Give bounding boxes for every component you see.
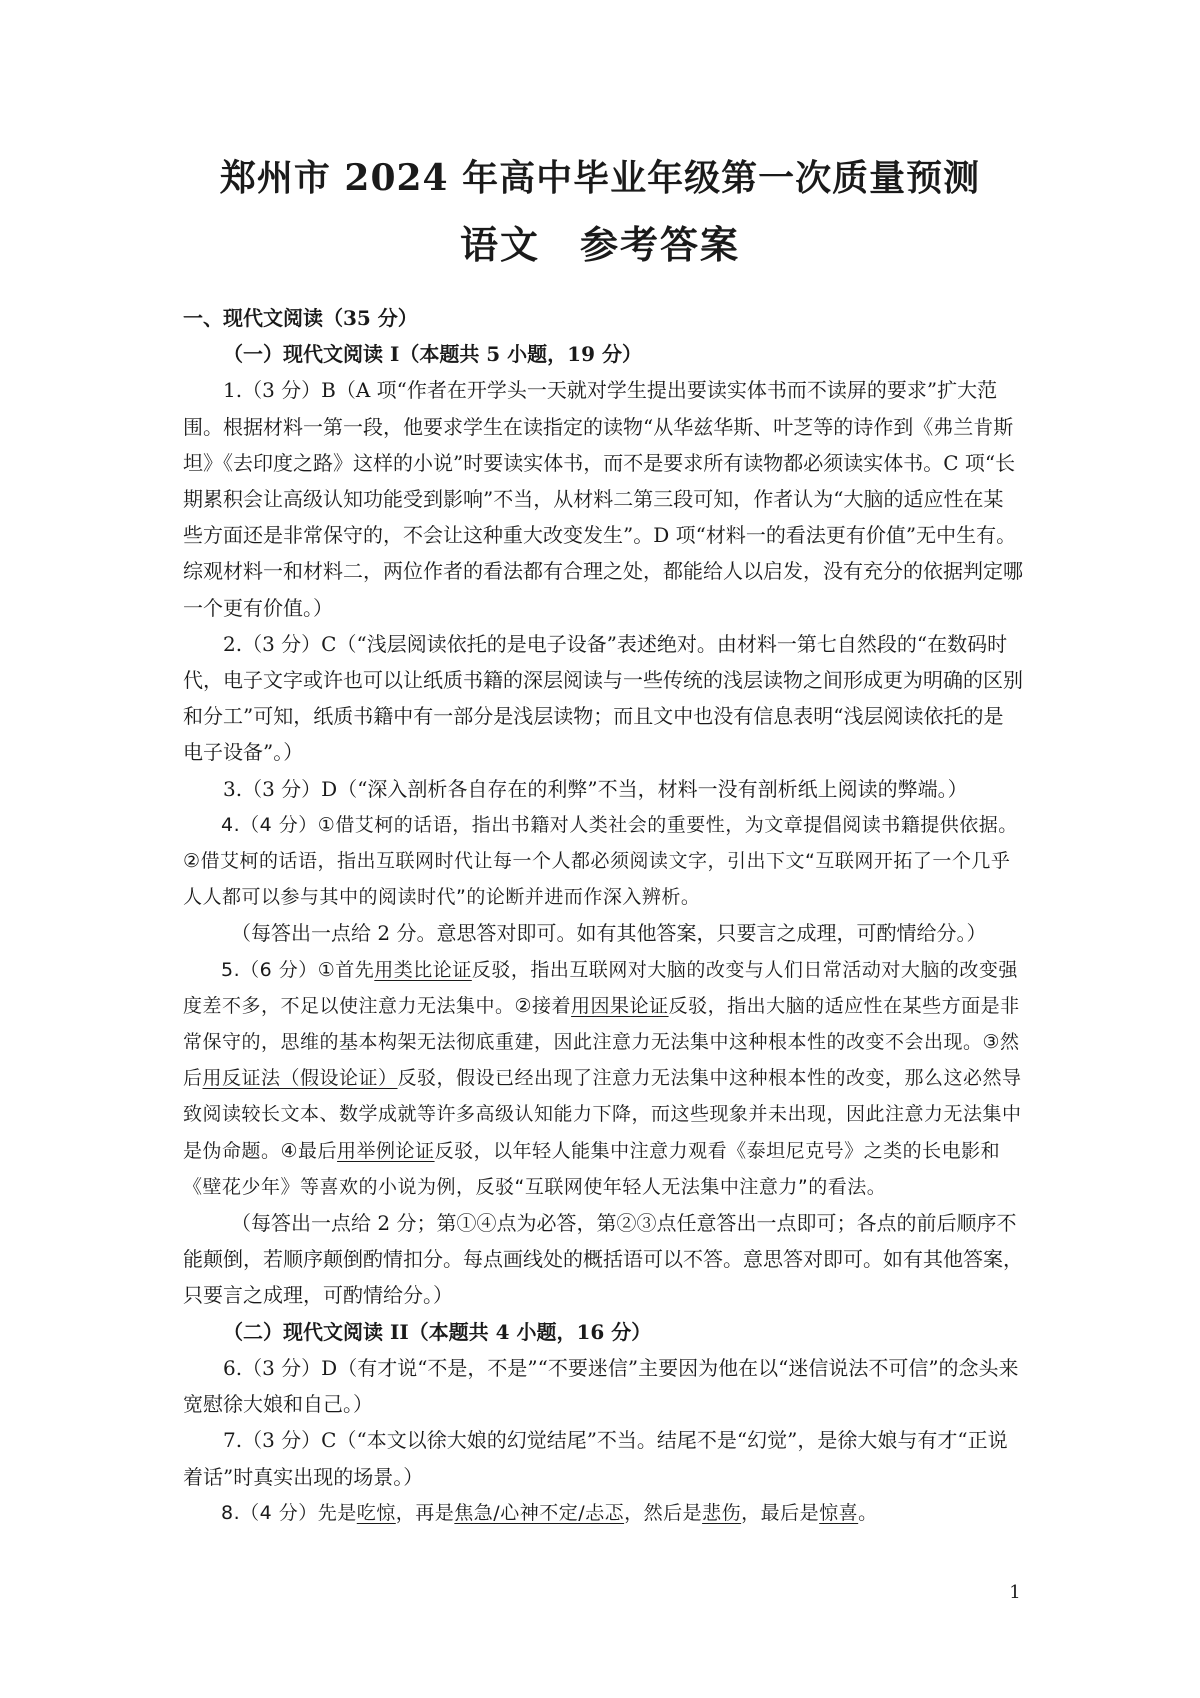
answer-4: 4.（4 分）①借艾柯的话语，指出书籍对人类社会的重要性，为文章提倡阅读书籍提供依据。②借艾柯的话语，指出互联网时代让每一个人都必须阅读文字，引出下文“互联网开拓了一个几乎人人都可以参与其中的阅读时代”的论断并进而作深入辨析。 [183, 813, 1018, 909]
underlined-term: 惊喜 [819, 1501, 859, 1524]
answer-6: 6.（3 分）D（有才说“不是，不是”“不要迷信”主要因为他在以“迷信说法不可信”的念头来宽慰徐大娘和自己。） [183, 1355, 1019, 1417]
answer-8-text: ，再是 [395, 1501, 455, 1524]
answer-5-text: 反驳，指出互联网对大脑的改变与人们日常活动对大脑的改变强度差不多，不足以使注意力无法集中。②接着 [183, 958, 1018, 1017]
answer-8-text: ，最后是 [741, 1501, 820, 1524]
answer-1: 1.（3 分）B（A 项“作者在开学头一天就对学生提出要读实体书而不读屏的要求”扩大范围。根据材料一第一段，他要求学生在读指定的读物“从华兹华斯、叶芝等的诗作到《弗兰肯斯坦》《去印度之路》这样的小说”时要读实体书，而不是要求所有读物都必须读实体书。C 项“长期累积会让高级认知功能受到影响”不当，从材料二第三段可知，作者认为“大脑的适应性在某些方面还是非常保守的，不会让这种重大改变发生”。D 项“材料一的看法更有价值”无中生有。综观材料一和材料二，两位作者的看法都有合理之处，都能给人以启发，没有充分的依据判定哪一个更有价值。） [183, 378, 1023, 620]
answer-content [183, 300, 1023, 1531]
section-heading: 一、现代文阅读（35 分） [183, 306, 418, 330]
answer-8-text: ，然后是 [624, 1501, 703, 1524]
answer-5 [183, 952, 1023, 1205]
page-title: 郑州市 2024 年高中毕业年级第一次质量预测 [219, 157, 981, 199]
underlined-term: 用举例论证 [337, 1139, 435, 1162]
part-heading-2: （二）现代文阅读 II（本题共 4 小题，16 分） [223, 1319, 652, 1344]
page-subtitle: 语文 参考答案 [459, 222, 740, 267]
answer-3: 3.（3 分）D（“深入剖析各自存在的利弊”不当，材料一没有剖析纸上阅读的弊端。） [223, 776, 968, 801]
answer-5-scoring-note: （每答出一点给 2 分；第①④点为必答，第②③点任意答出一点即可；各点的前后顺序不能颠倒，若顺序颠倒酌情扣分。每点画线处的概括语可以不答。意思答对即可。如有其他答案，只要言之成理，可酌情给分。） [183, 1211, 1023, 1308]
answer-5-text: 反驳，指出大脑的适应性在某些方面是非常保守的，思维的基本构架无法彻底重建，因此注意力无法集中这种根本性的改变不会出现。③然后 [183, 994, 1020, 1090]
part-heading-1: （一）现代文阅读 I（本题共 5 小题，19 分） [223, 342, 642, 367]
answer-5-text: 反驳，假设已经出现了注意力无法集中这种根本性的改变，那么这必然导致阅读较长文本、数学成就等许多高级认知能力下降，而这些现象并未出现，因此注意力无法集中是伪命题。④最后 [183, 1067, 1022, 1162]
underlined-term: 吃惊 [356, 1501, 396, 1524]
answer-5-text: 5.（6 分）①首先 [221, 958, 375, 981]
underlined-term: 用反证法（假设论证） [202, 1067, 398, 1090]
underlined-term: 用类比论证 [374, 958, 472, 981]
answer-7: 7.（3 分）C（“本文以徐大娘的幻觉结尾”不当。结尾不是“幻觉”，是徐大娘与有才“正说着话”时真实出现的场景。） [183, 1428, 1008, 1489]
page-number: 1 [1009, 1582, 1021, 1603]
answer-8-text: 。 [858, 1501, 878, 1524]
answer-8-text: 8.（4 分）先是 [221, 1501, 357, 1524]
underlined-term: 焦急/心神不定/忐忑 [454, 1501, 625, 1524]
answer-8 [183, 1495, 1023, 1531]
underlined-term: 用因果论证 [571, 994, 669, 1017]
answer-2: 2.（3 分）C（“浅层阅读依托的是电子设备”表述绝对。由材料一第七自然段的“在数码时代，电子文字或许也可以让纸质书籍的深层阅读与一些传统的浅层读物之间形成更为明确的区别和分工”可知，纸质书籍中有一部分是浅层读物；而且文中也没有信息表明“浅层阅读依托的是电子设备”。） [183, 631, 1023, 765]
underlined-term: 悲伤 [702, 1501, 742, 1524]
answer-5-text: 反驳，以年轻人能集中注意力观看《泰坦尼克号》之类的长电影和《壁花少年》等喜欢的小说为例，反驳“互联网使年轻人无法集中注意力”的看法。 [183, 1139, 1001, 1198]
answer-4-scoring-note: （每答出一点给 2 分。意思答对即可。如有其他答案，只要言之成理，可酌情给分。） [231, 921, 987, 946]
